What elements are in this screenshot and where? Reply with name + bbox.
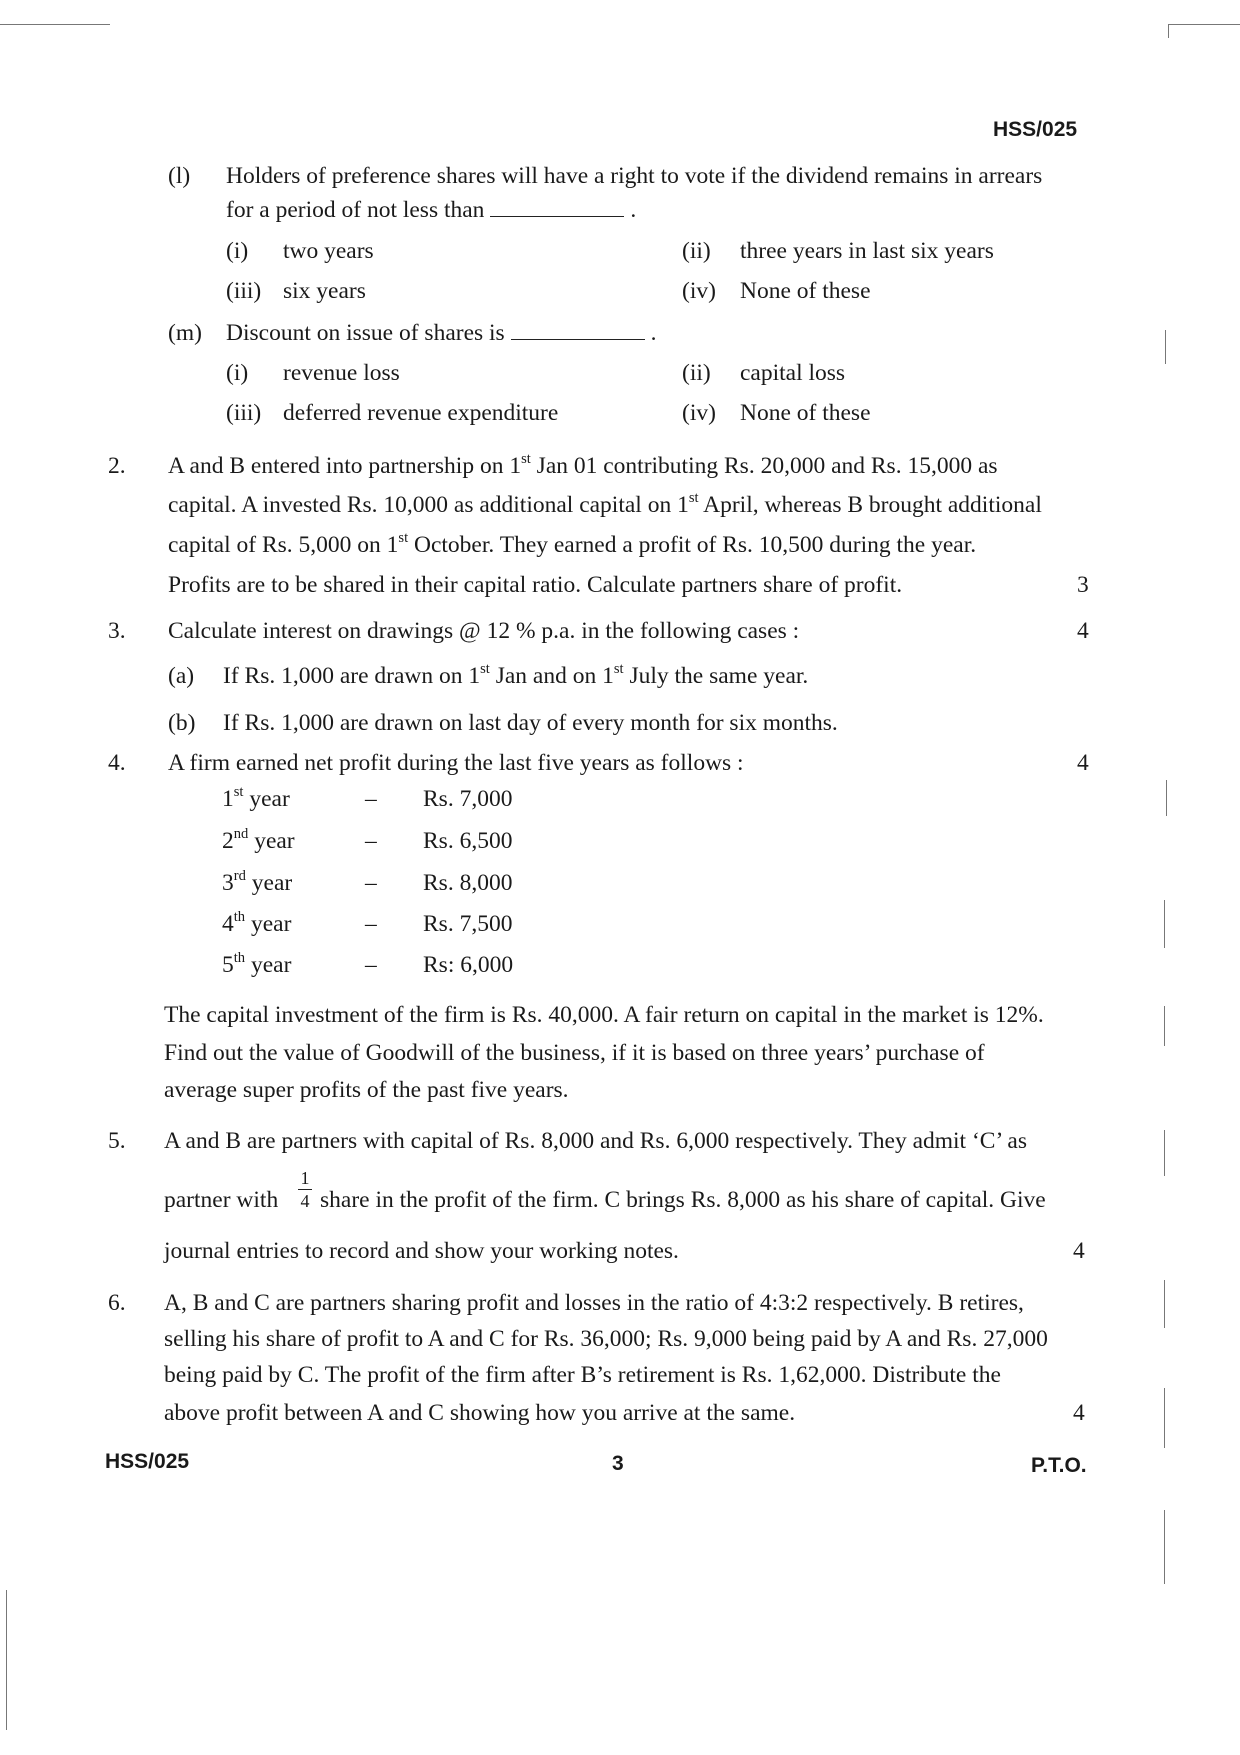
scan-mark — [1164, 1510, 1165, 1584]
profit-row: 3rd year — [222, 868, 293, 896]
question-5-marks: 4 — [1073, 1238, 1085, 1264]
question-2-line2: capital. A invested Rs. 10,000 as additional capital on 1st April, whereas B brought additional — [168, 490, 1042, 518]
option-text: revenue loss — [283, 360, 400, 386]
scan-mark — [1164, 900, 1165, 948]
question-m-text-line: Discount on issue of shares is . — [226, 320, 657, 346]
scan-mark — [1168, 24, 1240, 25]
question-6-line4: above profit between A and C showing how you arrive at the same. — [164, 1400, 796, 1426]
option-label: (ii) — [682, 238, 711, 264]
question-4-marks: 4 — [1077, 750, 1089, 776]
fraction-one-quarter — [296, 1168, 314, 1211]
sub-question-a-text: If Rs. 1,000 are drawn on 1st Jan and on 1st July the same year. — [223, 661, 809, 689]
profit-dash: – — [365, 828, 377, 854]
question-2-line3: capital of Rs. 5,000 on 1st October. They earned a profit of Rs. 10,500 during the year. — [168, 530, 977, 558]
question-2-marks: 3 — [1077, 572, 1089, 598]
option-text: None of these — [740, 400, 871, 426]
scan-mark — [6, 1590, 7, 1730]
option-label: (iv) — [682, 278, 716, 304]
question-5-line2b: share in the profit of the firm. C brings Rs. 8,000 as his share of capital. Give — [320, 1187, 1046, 1213]
question-2-line1: A and B entered into partnership on 1st Jan 01 contributing Rs. 20,000 and Rs. 15,000 as — [168, 451, 998, 479]
sub-question-label: (b) — [168, 710, 196, 736]
question-l-label: (l) — [168, 163, 191, 189]
question-2-number: 2. — [108, 453, 126, 479]
option-text: six years — [283, 278, 366, 304]
fraction-denominator: 4 — [300, 1191, 310, 1211]
option-label: (iii) — [226, 400, 262, 426]
question-6-line2: selling his share of profit to A and C for Rs. 36,000; Rs. 9,000 being paid by A and Rs. 27,000 — [164, 1326, 1048, 1352]
question-l-text-line2: for a period of not less than . — [226, 197, 637, 223]
question-3-marks: 4 — [1077, 618, 1089, 644]
option-text: two years — [283, 238, 374, 264]
profit-amount: Rs: 6,000 — [423, 952, 514, 978]
question-6-line1: A, B and C are partners sharing profit and losses in the ratio of 4:3:2 respectively. B retires, — [164, 1290, 1024, 1316]
fill-in-blank — [511, 338, 645, 340]
question-4-para-line1: The capital investment of the firm is Rs. 40,000. A fair return on capital in the market is 12%. — [164, 1002, 1044, 1028]
question-4-para-line2: Find out the value of Goodwill of the business, if it is based on three years’ purchase of — [164, 1040, 985, 1066]
profit-amount: Rs. 7,500 — [423, 911, 513, 937]
profit-dash: – — [365, 870, 377, 896]
question-6-number: 6. — [108, 1290, 126, 1316]
fraction-numerator: 1 — [300, 1168, 310, 1188]
scan-mark — [1164, 1388, 1165, 1448]
question-5-line1: A and B are partners with capital of Rs. 8,000 and Rs. 6,000 respectively. They admit ‘C’ as — [164, 1128, 1027, 1154]
question-6-line3: being paid by C. The profit of the firm after B’s retirement is Rs. 1,62,000. Distribute the — [164, 1362, 1001, 1388]
scan-mark — [1164, 1130, 1165, 1176]
sub-question-label: (a) — [168, 663, 195, 689]
page-number: 3 — [612, 1452, 624, 1475]
question-3-number: 3. — [108, 618, 126, 644]
scan-mark — [1165, 330, 1166, 364]
scan-mark — [1168, 24, 1169, 38]
question-3-text: Calculate interest on drawings @ 12 % p.a. in the following cases : — [168, 618, 800, 644]
sub-question-b-text: If Rs. 1,000 are drawn on last day of every month for six months. — [223, 710, 838, 736]
option-label: (i) — [226, 238, 249, 264]
scan-mark — [1166, 780, 1167, 816]
question-4-text: A firm earned net profit during the last five years as follows : — [168, 750, 744, 776]
question-5-line2a: partner with — [164, 1187, 279, 1213]
option-text: deferred revenue expenditure — [283, 400, 559, 426]
scan-mark — [1164, 1006, 1165, 1046]
option-label: (i) — [226, 360, 249, 386]
profit-amount: Rs. 6,500 — [423, 828, 513, 854]
question-5-line3: journal entries to record and show your working notes. — [164, 1238, 679, 1264]
question-4-para-line3: average super profits of the past five years. — [164, 1077, 569, 1103]
scan-mark — [0, 24, 110, 25]
profit-dash: – — [365, 911, 377, 937]
question-l-text: for a period of not less than — [226, 197, 485, 223]
profit-dash: – — [365, 786, 377, 812]
question-m-text: Discount on issue of shares is — [226, 320, 505, 346]
profit-amount: Rs. 7,000 — [423, 786, 513, 812]
option-text: None of these — [740, 278, 871, 304]
fill-in-blank — [490, 215, 624, 217]
profit-row: 1st year — [222, 784, 290, 812]
page-code-header: HSS/025 — [993, 118, 1078, 141]
option-label: (iii) — [226, 278, 262, 304]
question-m-label: (m) — [168, 320, 202, 346]
pto-label: P.T.O. — [1031, 1454, 1087, 1477]
profit-dash: – — [365, 952, 377, 978]
fraction-bar — [298, 1189, 312, 1190]
question-2-line4: Profits are to be shared in their capital ratio. Calculate partners share of profit. — [168, 572, 903, 598]
option-text: three years in last six years — [740, 238, 994, 264]
profit-row: 4th year — [222, 909, 292, 937]
question-5-number: 5. — [108, 1128, 126, 1154]
question-l-text-line1: Holders of preference shares will have a right to vote if the dividend remains in arrears — [226, 163, 1043, 189]
page-code-footer: HSS/025 — [105, 1450, 190, 1473]
question-6-marks: 4 — [1073, 1400, 1085, 1426]
scan-mark — [1164, 1280, 1165, 1328]
profit-row: 5th year — [222, 950, 292, 978]
profit-row: 2nd year — [222, 826, 295, 854]
option-label: (iv) — [682, 400, 716, 426]
profit-amount: Rs. 8,000 — [423, 870, 513, 896]
option-text: capital loss — [740, 360, 846, 386]
option-label: (ii) — [682, 360, 711, 386]
question-4-number: 4. — [108, 750, 126, 776]
